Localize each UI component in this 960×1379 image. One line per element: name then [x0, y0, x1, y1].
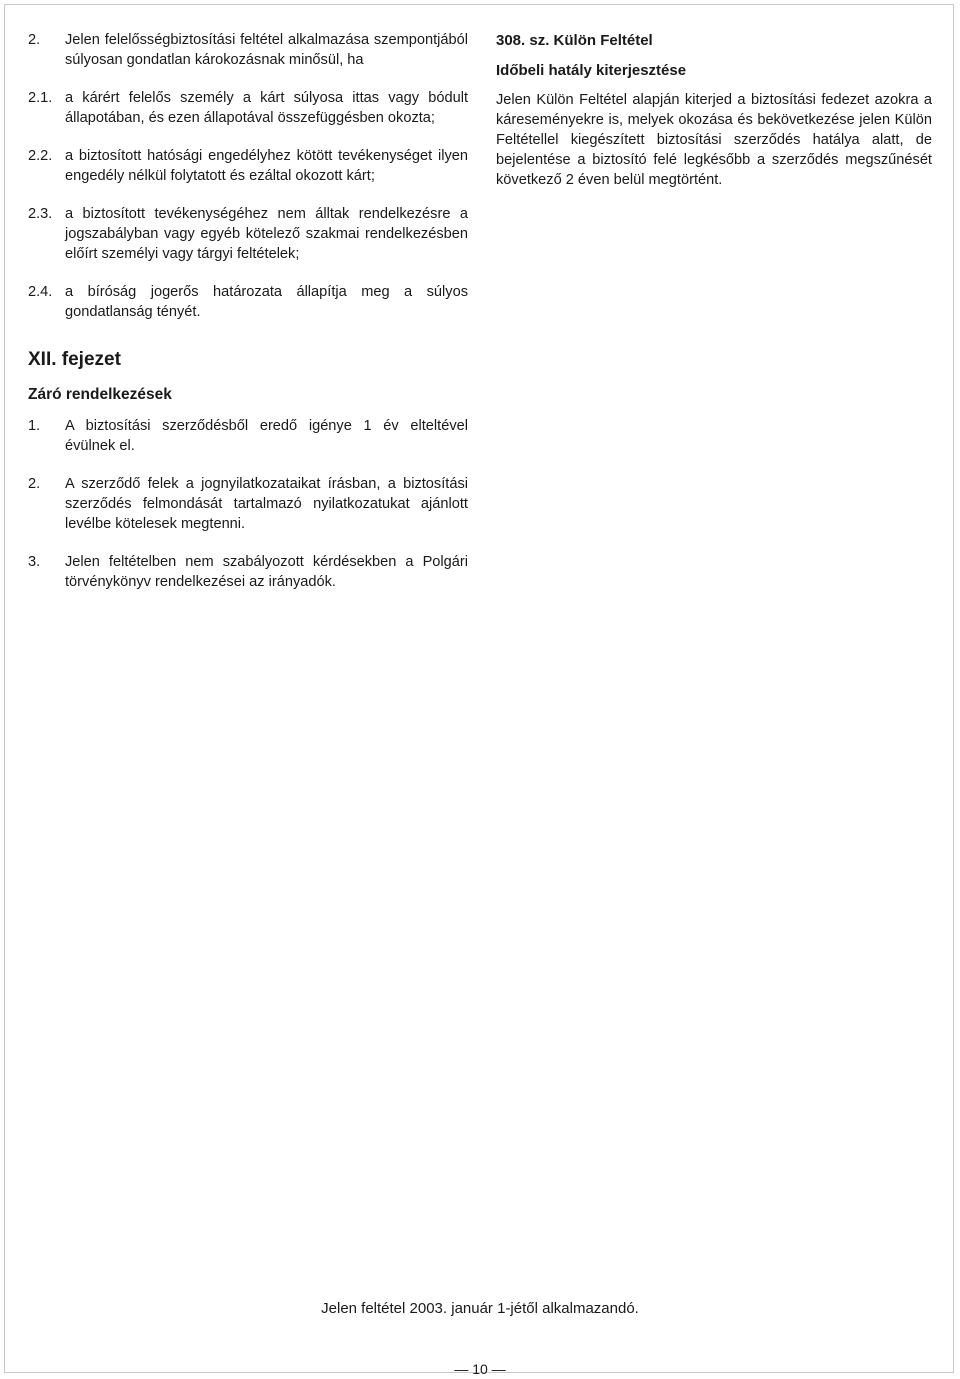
item-number: 2.4. [28, 284, 53, 300]
left-column [28, 30, 468, 592]
validity-note: Jelen feltétel 2003. január 1-jétől alkalmazandó. [321, 1300, 639, 1317]
item-text: a bíróság jogerős határozata állapítja meg a súlyos gondatlanság tényét. [65, 284, 468, 320]
item-text: Jelen felelősségbiztosítási feltétel alkalmazása szempontjából súlyosan gondatlan károkozásnak minősül, ha [65, 32, 468, 68]
item-text: a kárért felelős személy a kárt súlyosa ittas vagy bódult állapotában, és ezen állapotával összefüggésben okozta; [65, 90, 468, 126]
item-number: 2.2. [28, 148, 53, 164]
closing-item-1 [28, 416, 468, 456]
closing-item-3 [28, 552, 468, 592]
item-text: a biztosított hatósági engedélyhez kötött tevékenységet ilyen engedély nélkül folytatott és ezáltal okozott kárt; [65, 148, 468, 184]
special-condition-heading: 308. sz. Külön Feltétel [496, 32, 653, 49]
section-title: Záró rendelkezések [28, 386, 172, 403]
page-number: — 10 — [454, 1361, 506, 1377]
item-text: Jelen feltételben nem szabályozott kérdésekben a Polgári törvénykönyv rendelkezései az irányadók. [65, 554, 468, 590]
sub-item-2-2 [28, 146, 468, 186]
special-condition-subheading: Időbeli hatály kiterjesztése [496, 62, 687, 79]
sub-item-2-1 [28, 88, 468, 128]
chapter-title: XII. fejezet [28, 349, 121, 370]
sub-item-2-4 [28, 282, 468, 322]
item-number: 1. [28, 418, 41, 434]
closing-item-2 [28, 474, 468, 534]
sub-item-2-3 [28, 204, 468, 264]
item-number: 2.3. [28, 206, 53, 222]
item-number: 2.1. [28, 90, 53, 106]
item-text: a biztosított tevékenységéhez nem álltak rendelkezésre a jogszabályban vagy egyéb kötelező szakmai rendelkezésben előírt személyi vagy tárgyi feltételek; [65, 206, 468, 262]
list-item-2 [28, 30, 468, 70]
right-column [496, 30, 932, 190]
item-number: 2. [28, 32, 41, 48]
item-number: 2. [28, 476, 41, 492]
item-number: 3. [28, 554, 41, 570]
special-condition-body: Jelen Külön Feltétel alapján kiterjed a biztosítási fedezet azokra a káreseményekre is, melyek okozása és bekövetkezése jelen Külön Feltétellel kiegészített biztosítási szerződés hatálya alatt, de bejelentése a biztosító felé legkésőbb a szerződés megszűnését következő 2 éven belül megtörtént. [496, 92, 932, 188]
item-text: A szerződő felek a jognyilatkozataikat írásban, a biztosítási szerződés felmondását tartalmazó nyilatkozatukat ajánlott levélbe kötelesek megtenni. [65, 476, 468, 532]
item-text: A biztosítási szerződésből eredő igénye 1 év elteltével évülnek el. [65, 418, 468, 454]
